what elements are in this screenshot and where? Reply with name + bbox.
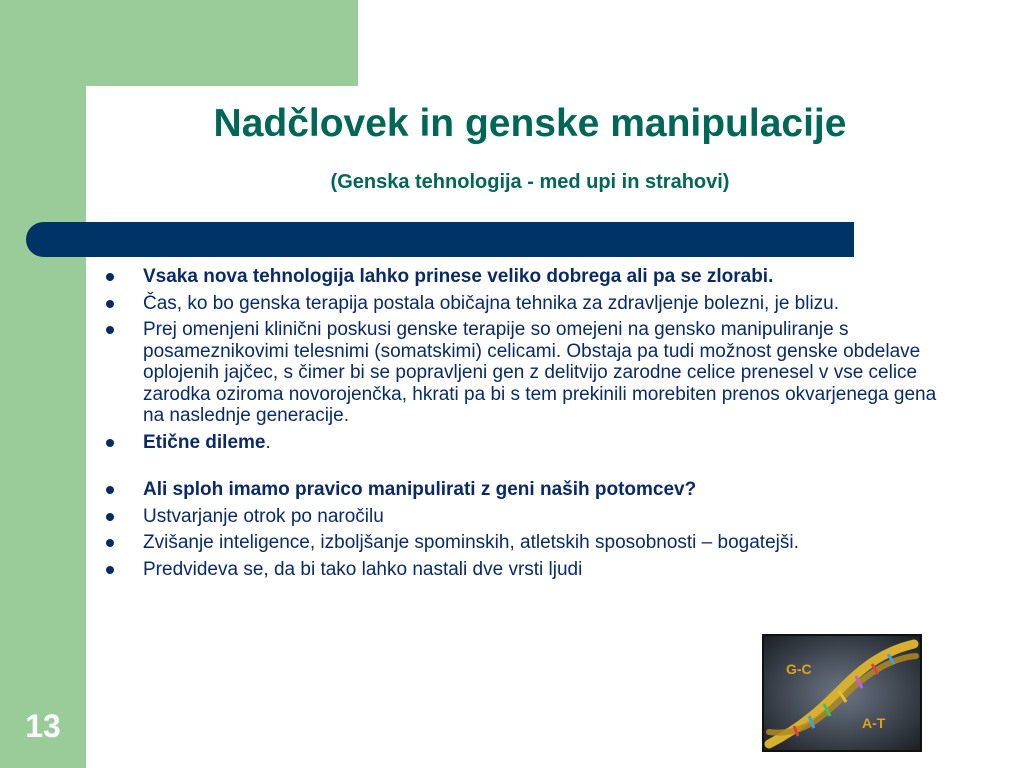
title-divider-bar: [26, 222, 854, 257]
bullet-text: Ustvarjanje otrok po naročilu: [143, 505, 384, 527]
top-green-block: [0, 0, 358, 86]
bullet-dot-icon: [106, 513, 114, 521]
bullet-spacer: [100, 458, 960, 476]
bullet-item: [100, 532, 960, 554]
bullet-list: [100, 266, 960, 585]
bullet-text: Etične dileme: [143, 431, 266, 453]
bullet-text-suffix: .: [265, 431, 271, 453]
left-green-strip: [0, 0, 86, 768]
bullet-dot-icon: [106, 566, 114, 574]
slide-subtitle: (Genska tehnologija - med upi in strahovi): [330, 171, 730, 193]
bullet-dot-icon: [106, 439, 114, 447]
bullet-dot-icon: [106, 486, 114, 494]
base-pair-label: G-C: [786, 661, 812, 677]
dna-helix-icon: [764, 636, 920, 750]
dna-helix-image: [762, 634, 922, 752]
bullet-item: [100, 506, 960, 528]
bullet-text: Vsaka nova tehnologija lahko prinese veliko dobrega ali pa se zlorabi.: [143, 266, 774, 287]
bullet-item: [100, 432, 960, 454]
bullet-text: Ali sploh imamo pravico manipulirati z geni naših potomcev?: [143, 479, 697, 500]
bullet-dot-icon: [106, 326, 114, 334]
bullet-text: Čas, ko bo genska terapija postala običajna tehnika za zdravljenje bolezni, je blizu.: [143, 292, 840, 314]
bullet-item: [100, 319, 960, 427]
bullet-dot-icon: [106, 273, 114, 281]
bullet-item: [100, 559, 960, 581]
bullet-text: Zvišanje inteligence, izboljšanje spominskih, atletskih sposobnosti – bogatejši.: [143, 532, 799, 553]
bullet-text: Predvideva se, da bi tako lahko nastali dve vrsti ljudi: [143, 558, 583, 580]
slide-title: Nadčlovek in genske manipulacije: [213, 102, 847, 145]
bullet-item: [100, 266, 960, 288]
bullet-dot-icon: [106, 300, 114, 308]
bullet-dot-icon: [106, 539, 114, 547]
bullet-text: Prej omenjeni klinični poskusi genske terapije so omejeni na gensko manipuliranje s posameznikovimi telesnimi (somatskimi) celicami. Obstaja pa tudi možnost genske obdelave oplojenih jajčec, s čimer bi se popravljeni gen z delitvijo zarodne celice prenesel v vse celice zarodka oziroma novorojenčka, hkrati pa bi s tem prekinili morebiten prenos okvarjenega gena na naslednje generacije.: [143, 319, 937, 426]
bullet-item: [100, 293, 960, 315]
base-pair-label: A-T: [862, 715, 886, 731]
page-number: 13: [25, 708, 61, 744]
bullet-item: [100, 479, 960, 501]
